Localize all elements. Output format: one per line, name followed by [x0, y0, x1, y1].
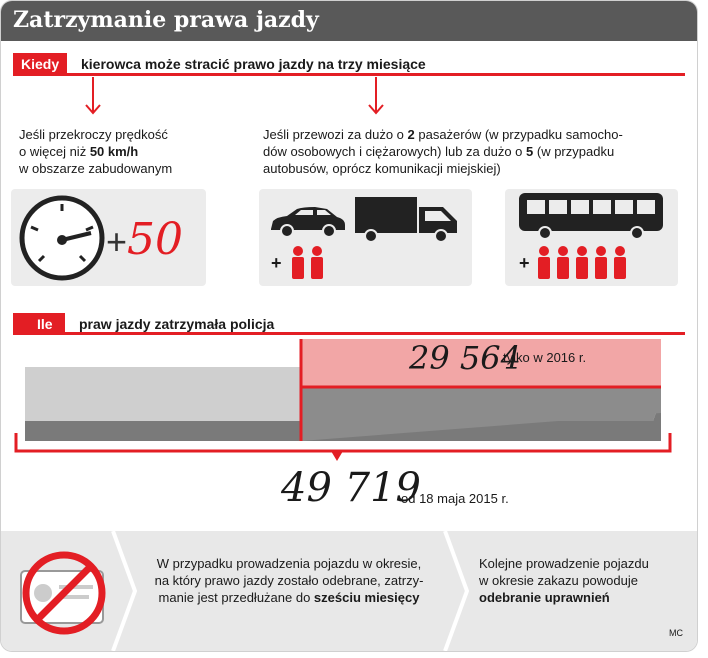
section2-heading: praw jazdy zatrzymała policja: [79, 316, 275, 332]
arrow-down-icon: [366, 77, 386, 117]
bus-panel: [505, 189, 678, 286]
credit: MC: [669, 628, 683, 638]
value-total: 49 719: [281, 465, 421, 511]
cars-panel: [259, 189, 472, 286]
section2-label: Ile: [13, 313, 65, 335]
revocation-text: Kolejne prowadzenie pojazdu w okresie zakazu powoduje odebranie uprawnień: [479, 556, 649, 605]
chevron-divider: [441, 531, 471, 651]
bus-plus: +: [519, 253, 530, 273]
note-2016: tylko w 2016 r.: [503, 350, 587, 365]
bus-icon: [517, 191, 667, 241]
passengers-5-icon: [535, 245, 635, 281]
speed-case-text: Jeśli przekroczy prędkość o więcej niż 50 km/h w obszarze zabudowanym: [19, 127, 173, 176]
bottom-band: [1, 531, 697, 651]
title-bar: [1, 1, 697, 41]
note-total: od 18 maja 2015 r.: [401, 491, 509, 506]
passenger-case-text: Jeśli przewozi za dużo o 2 pasażerów (w przypadku samocho- dów osobowych i ciężarowych) lub za dużo o 5 (w przypadku autobusów, oprócz komunikacji miejskiej): [263, 127, 623, 176]
page-title: Zatrzymanie prawa jazdy: [13, 7, 319, 33]
section1-label: Kiedy: [13, 53, 67, 75]
value-2016: 29 564: [409, 339, 521, 377]
chevron-divider: [109, 531, 139, 651]
truck-icon: [353, 195, 463, 245]
passengers-2-icon: [289, 245, 329, 281]
speedometer-icon: [17, 193, 107, 283]
no-license-icon: [9, 541, 119, 641]
extension-text: W przypadku prowadzenia pojazdu w okresie, na który prawo jazdy zostało odebrane, zatrzy- manie jest przedłużane do sześciu miesięcy: [154, 556, 424, 605]
cars-plus: +: [271, 253, 282, 273]
car-icon: [267, 205, 347, 239]
section1-heading: kierowca może stracić prawo jazdy na trzy miesiące: [81, 56, 426, 72]
speed-plus-50: +50: [106, 214, 184, 265]
arrow-down-icon: [83, 77, 103, 117]
